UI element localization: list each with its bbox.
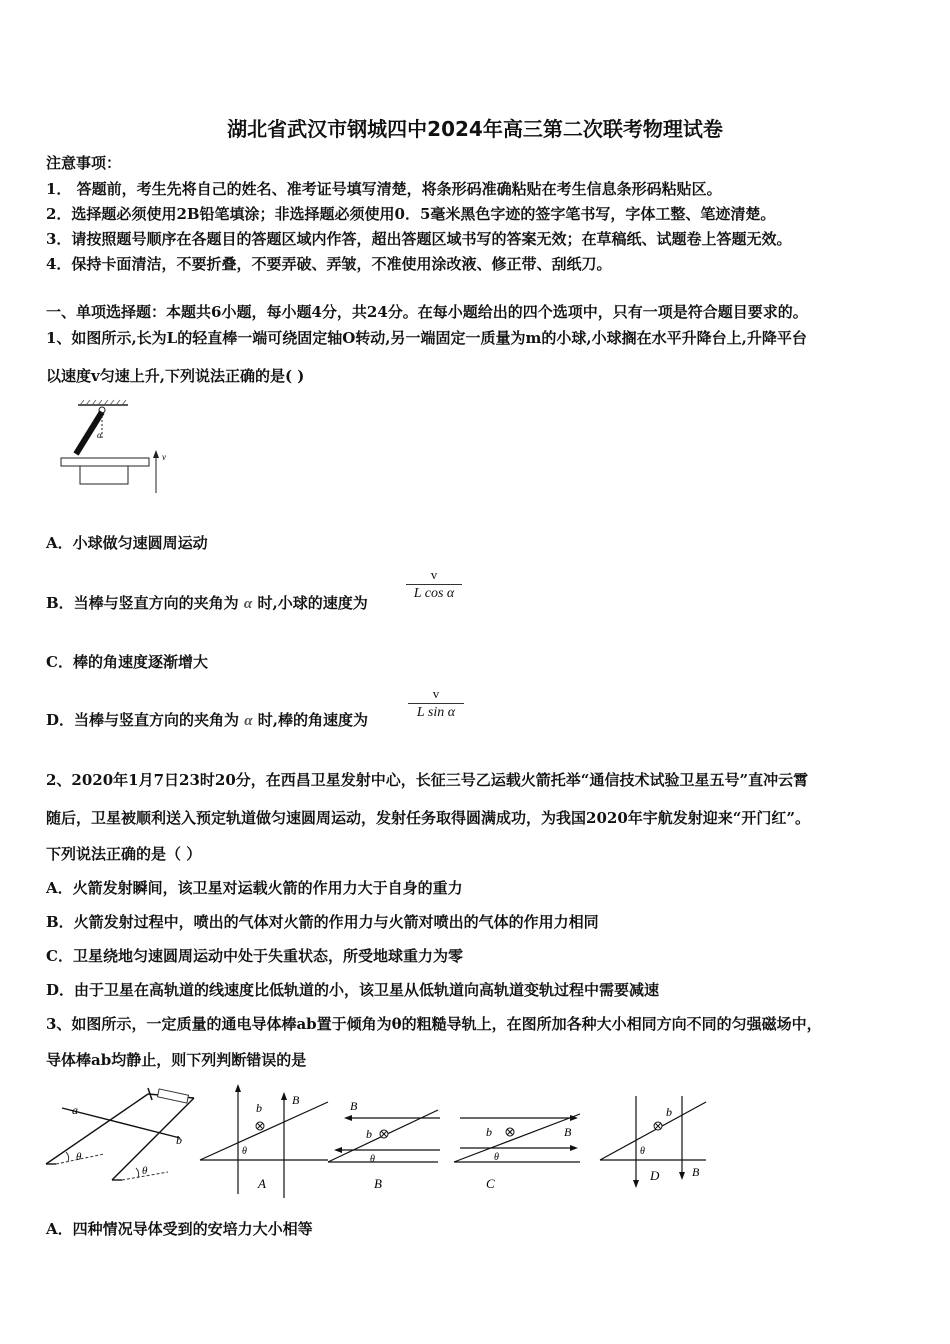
q2-option-b: B．火箭发射过程中，喷出的气体对火箭的作用力与火箭对喷出的气体的作用力相同 — [46, 913, 599, 931]
q3-panel-c-b: b — [486, 1125, 492, 1139]
q3-panel-c-theta: θ — [494, 1152, 499, 1163]
q2-stem-line2: 随后，卫星被顺利送入预定轨道做匀速圆周运动，发射任务取得圆满成功，为我国2020年宇航发射迎来“开门红”。 — [46, 809, 811, 827]
q1-option-b-den: L cos α — [413, 586, 455, 601]
q3-panel-d-B: B — [692, 1165, 700, 1179]
q2-stem-line3: 下列说法正确的是（ ） — [46, 845, 202, 863]
q3-fig-b-label: b — [176, 1133, 182, 1147]
q1-option-d-mid: 时,棒的角速度为 — [257, 711, 369, 729]
q3-stem-line2: 导体棒ab均静止，则下列判断错误的是 — [46, 1051, 307, 1069]
notice-item-4: 4．保持卡面清洁，不要折叠，不要弄破、弄皱，不准使用涂改液、修正带、刮纸刀。 — [46, 255, 612, 273]
q3-panel-c-label: C — [486, 1176, 495, 1191]
q1-option-d-text: D．当棒与竖直方向的夹角为 — [46, 711, 240, 729]
q3-panel-a-label: A — [258, 1176, 266, 1191]
q3-fig-theta1: θ — [76, 1151, 82, 1163]
q3-figure — [42, 1082, 722, 1200]
q3-fig-theta2: θ — [142, 1165, 148, 1177]
q3-panel-d-label: D — [650, 1168, 660, 1183]
q3-panel-c-B: B — [564, 1125, 572, 1139]
q3-panel-d-theta: θ — [640, 1146, 645, 1157]
q1-option-d — [46, 709, 368, 730]
q1-option-c: C．棒的角速度逐渐增大 — [46, 653, 208, 671]
q1-option-b-num: v — [430, 567, 438, 582]
q1-v-label: v — [162, 452, 166, 462]
q1-option-d-den: L sin α — [416, 705, 456, 720]
q1-option-d-num: v — [432, 686, 440, 701]
q1-figure — [58, 398, 178, 498]
notice-item-3: 3．请按照题号顺序在各题目的答题区域内作答，超出答题区域书写的答案无效；在草稿纸、试题卷上答题无效。 — [46, 230, 792, 248]
notice-item-1: 1． 答题前，考生先将自己的姓名、准考证号填写清楚，将条形码准确粘贴在考生信息条形码粘贴区。 — [46, 180, 722, 198]
q1-alpha-label: α — [97, 430, 102, 440]
q3-panel-a-b: b — [256, 1101, 262, 1115]
q3-panel-b-theta: θ — [370, 1154, 375, 1165]
page-title: 湖北省武汉市钢城四中2024年高三第二次联考物理试卷 — [227, 117, 723, 141]
q1-option-b-text: B．当棒与竖直方向的夹角为 — [46, 594, 239, 612]
q2-option-d: D．由于卫星在高轨道的线速度比低轨道的小，该卫星从低轨道向高轨道变轨过程中需要减速 — [46, 981, 660, 999]
q1-option-b-alpha: α — [243, 596, 253, 612]
q3-panel-b-B: B — [350, 1099, 358, 1113]
notice-heading: 注意事项： — [46, 154, 122, 172]
notice-item-2: 2．选择题必须使用2B铅笔填涂；非选择题必须使用0．5毫米黑色字迹的签字笔书写，字体工整、笔迹清楚。 — [46, 205, 776, 223]
q3-panel-b-b: b — [366, 1127, 372, 1141]
q3-panel-a-B: B — [292, 1093, 300, 1107]
q3-option-a: A．四种情况导体受到的安培力大小相等 — [46, 1220, 313, 1238]
q1-option-d-alpha: α — [244, 713, 253, 729]
q3-panel-b-label: B — [374, 1176, 382, 1191]
q2-option-c: C．卫星绕地匀速圆周运动中处于失重状态，所受地球重力为零 — [46, 947, 463, 965]
q1-stem-line1: 1、如图所示,长为L的轻直棒一端可绕固定轴O转动,另一端固定一质量为m的小球,小球搁在水平升降台上,升降平台 — [46, 329, 807, 347]
section-heading: 一、单项选择题：本题共6小题，每小题4分，共24分。在每小题给出的四个选项中，只有一项是符合题目要求的。 — [46, 303, 808, 321]
q1-option-d-fraction — [408, 686, 464, 721]
q3-panel-d-b: b — [666, 1105, 672, 1119]
q1-option-b — [46, 592, 368, 613]
q2-stem-line1: 2、2020年1月7日23时20分，在西昌卫星发射中心，长征三号乙运载火箭托举“通信技术试验卫星五号”直冲云霄 — [46, 771, 809, 789]
q1-option-a: A．小球做匀速圆周运动 — [46, 534, 208, 552]
q2-option-a: A．火箭发射瞬间，该卫星对运载火箭的作用力大于自身的重力 — [46, 879, 463, 897]
q3-stem-line1: 3、如图所示，一定质量的通电导体棒ab置于倾角为θ的粗糙导轨上，在图所加各种大小相同方向不同的匀强磁场中， — [46, 1015, 822, 1033]
q1-option-b-fraction — [406, 567, 462, 602]
q3-panel-a-theta: θ — [242, 1146, 247, 1157]
q1-stem-line2: 以速度v匀速上升,下列说法正确的是( ) — [46, 367, 305, 385]
q1-option-b-mid: 时,小球的速度为 — [257, 594, 368, 612]
q3-fig-a-label: a — [72, 1103, 78, 1117]
